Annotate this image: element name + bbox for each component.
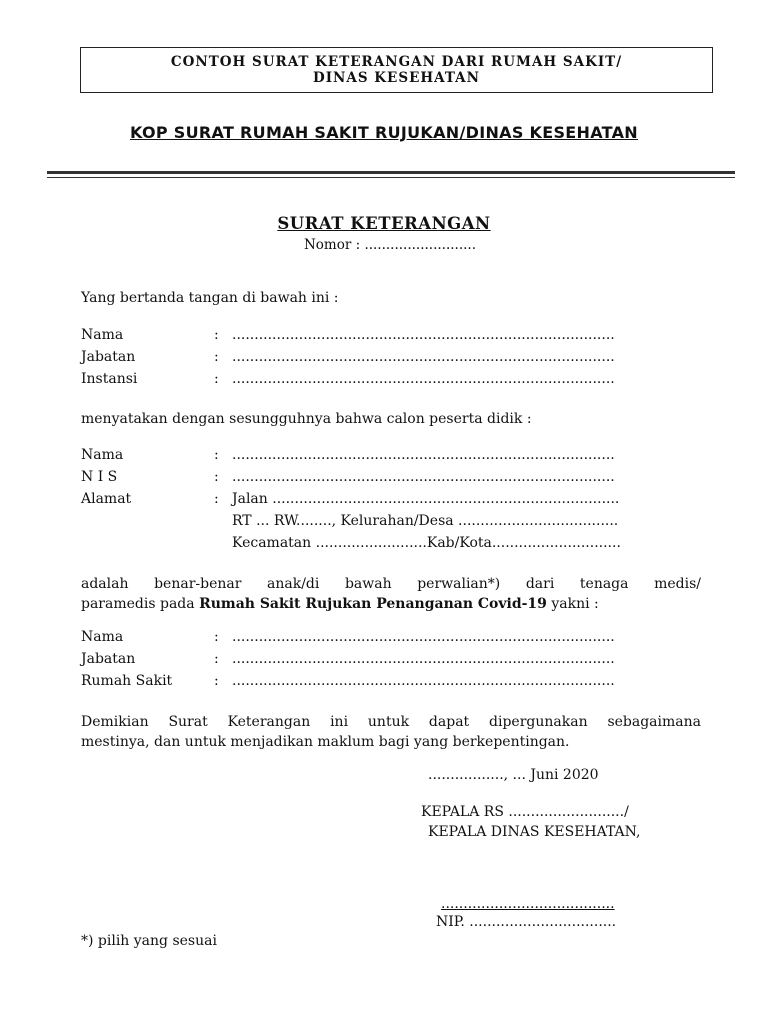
signatory-line2: KEPALA DINAS KESEHATAN, xyxy=(428,824,641,840)
intro-text: Yang bertanda tangan di bawah ini : xyxy=(81,290,339,306)
student-address-district: Kecamatan .........................Kab/Kota............................. xyxy=(232,535,621,551)
nip-line: NIP. ................................. xyxy=(436,914,617,930)
student-address-colon: : xyxy=(214,491,219,507)
student-address-street: Jalan .............................................................................. xyxy=(232,491,620,507)
medic-hospital-colon: : xyxy=(214,673,219,689)
closing-line1: Demikian Surat Keterangan ini untuk dapat dipergunakan sebagaimana xyxy=(81,714,701,730)
closing-paragraph xyxy=(81,712,701,752)
student-address-label: Alamat xyxy=(81,491,132,507)
student-name-value: ...................................................................................... xyxy=(232,447,615,463)
student-nis-value: ...................................................................................... xyxy=(232,469,615,485)
medic-position-label: Jabatan xyxy=(81,651,136,667)
signature-line: ....................................... xyxy=(441,896,615,912)
footnote: *) pilih yang sesuai xyxy=(81,933,217,949)
example-header-box xyxy=(80,47,713,93)
student-address-rt-rw: RT ... RW........, Kelurahan/Desa .................................... xyxy=(232,513,619,529)
relation-line2-post: yakni : xyxy=(546,596,599,612)
relation-line1: adalah benar-benar anak/di bawah perwalian*) dari tenaga medis/ xyxy=(81,576,701,592)
letterhead-rule-thick xyxy=(47,171,735,174)
medic-name-value: ...................................................................................... xyxy=(232,629,615,645)
signatory-line1: KEPALA RS ........................../ xyxy=(421,804,629,820)
signer-institution-label: Instansi xyxy=(81,371,138,387)
medic-position-value: ...................................................................................... xyxy=(232,651,615,667)
signer-institution-value: ...................................................................................... xyxy=(232,371,615,387)
hospital-name: Rumah Sakit Rujukan Penanganan Covid-19 xyxy=(199,596,547,612)
student-name-colon: : xyxy=(214,447,219,463)
document-number: Nomor : .......................... xyxy=(303,237,477,253)
document-title: SURAT KETERANGAN xyxy=(277,214,491,233)
student-name-label: Nama xyxy=(81,447,124,463)
relation-paragraph xyxy=(81,574,701,614)
medic-position-colon: : xyxy=(214,651,219,667)
signer-position-value: ...................................................................................... xyxy=(232,349,615,365)
closing-line2: mestinya, dan untuk menjadikan maklum bagi yang berkepentingan. xyxy=(81,734,570,750)
letterhead-rule-thin xyxy=(47,177,735,178)
signer-name-label: Nama xyxy=(81,327,124,343)
date-line: ................., ... Juni 2020 xyxy=(428,767,599,783)
signer-position-label: Jabatan xyxy=(81,349,136,365)
student-nis-colon: : xyxy=(214,469,219,485)
letterhead-title: KOP SURAT RUMAH SAKIT RUJUKAN/DINAS KESEHATAN xyxy=(130,123,638,142)
signer-name-value: ...................................................................................... xyxy=(232,327,615,343)
student-nis-label: N I S xyxy=(81,469,118,485)
statement-text: menyatakan dengan sesungguhnya bahwa calon peserta didik : xyxy=(81,411,532,427)
signer-name-colon: : xyxy=(214,327,219,343)
signer-position-colon: : xyxy=(214,349,219,365)
signer-institution-colon: : xyxy=(214,371,219,387)
medic-hospital-value: ...................................................................................... xyxy=(232,673,615,689)
relation-line2-pre: paramedis pada xyxy=(81,596,200,612)
medic-name-label: Nama xyxy=(81,629,124,645)
medic-name-colon: : xyxy=(214,629,219,645)
medic-hospital-label: Rumah Sakit xyxy=(81,673,173,689)
header-box-line1: CONTOH SURAT KETERANGAN DARI RUMAH SAKIT/ xyxy=(170,54,623,70)
header-box-line2: DINAS KESEHATAN xyxy=(313,70,480,86)
relation-line2 xyxy=(81,594,701,614)
